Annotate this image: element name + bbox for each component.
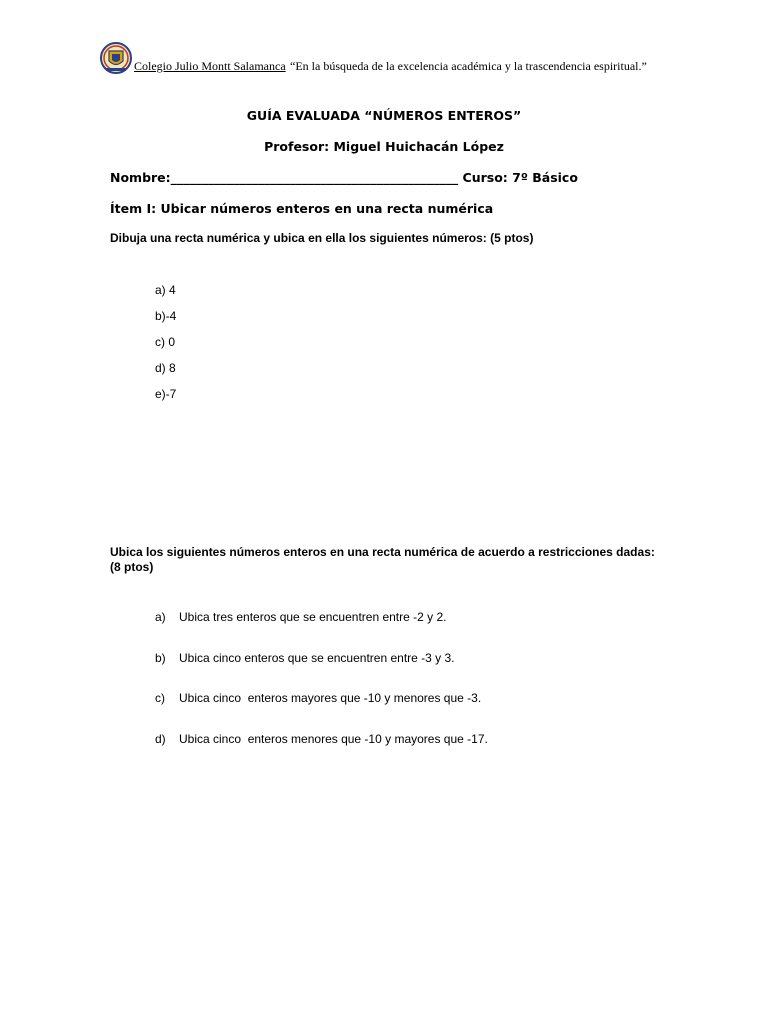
list-item — [155, 691, 488, 732]
item-label: b) — [155, 650, 166, 665]
list-item: c) 0 — [155, 335, 176, 349]
student-info-row — [110, 170, 578, 185]
restrictions-list — [155, 610, 488, 772]
list-item: e)-7 — [155, 387, 177, 401]
list-item — [155, 651, 488, 692]
list-item — [155, 610, 488, 651]
instruction-2: Ubica los siguientes números enteros en una recta numérica de acuerdo a restricciones dadas: (8 ptos) — [110, 545, 655, 574]
teacher-name: Profesor: Miguel Huichacán López — [264, 139, 504, 154]
instruction-1: Dibuja una recta numérica y ubica en ella los siguientes números: (5 ptos) — [110, 231, 534, 245]
school-crest-icon — [100, 42, 132, 76]
item-text: Ubica cinco enteros mayores que -10 y menores que -3. — [179, 691, 482, 705]
list-item: a) 4 — [155, 283, 176, 297]
item-text: Ubica cinco enteros menores que -10 y mayores que -17. — [179, 731, 488, 746]
course-label: Curso: 7º Básico — [458, 170, 578, 185]
numbers-list — [155, 283, 176, 413]
list-item: b)-4 — [155, 309, 177, 323]
school-name: Colegio Julio Montt Salamanca — [134, 59, 286, 73]
item-label: d) — [155, 731, 166, 746]
document-header — [100, 40, 740, 80]
document-title: GUÍA EVALUADA “NÚMEROS ENTEROS” — [246, 108, 522, 123]
item-label: a) — [155, 610, 166, 624]
school-motto: “En la búsqueda de la excelencia académica y la trascendencia espiritual.” — [290, 59, 647, 73]
item1-heading: Ítem I: Ubicar números enteros en una recta numérica — [110, 201, 494, 216]
item-text: Ubica tres enteros que se encuentren entre -2 y 2. — [179, 610, 447, 624]
list-item — [155, 732, 488, 773]
name-field: Nombre:______________________________________________ — [110, 170, 459, 185]
item-label: c) — [155, 691, 165, 705]
list-item: d) 8 — [155, 361, 176, 375]
item-text: Ubica cinco enteros que se encuentren entre -3 y 3. — [179, 650, 455, 665]
